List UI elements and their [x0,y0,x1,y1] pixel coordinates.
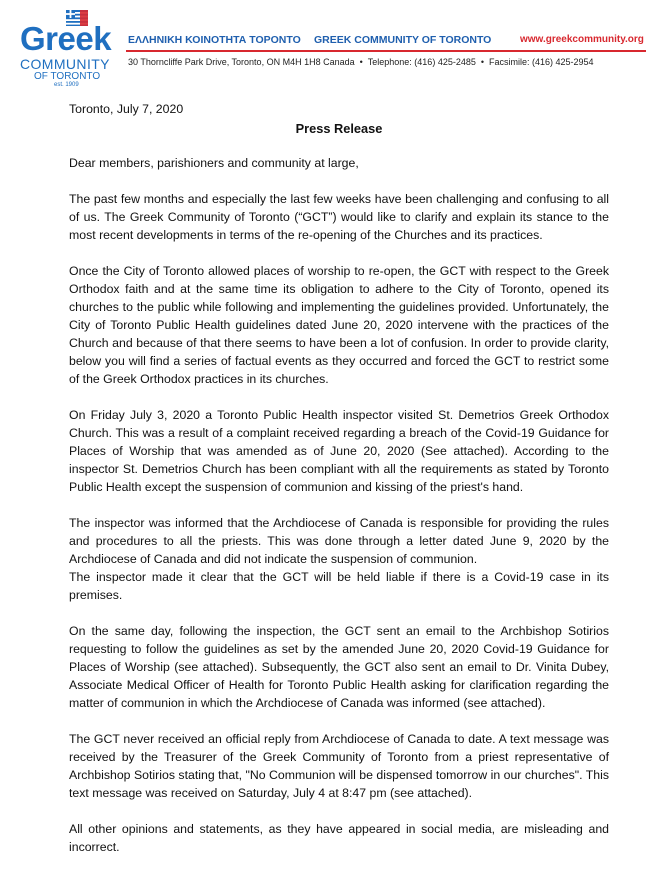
website-link[interactable]: www.greekcommunity.org [520,34,644,45]
organization-logo [14,6,114,90]
logo-word-of-toronto: OF TORONTO [34,71,101,82]
organization-name-english: GREEK COMMUNITY OF TORONTO [314,34,492,46]
paragraph: The inspector was informed that the Archdiocese of Canada is responsible for providing the rules and procedures to all the priests. This was done through a letter dated June 9, 2020 by the Archdiocese of Canada and did not indicate the suspension of communion. [69,516,609,566]
address: 30 Thorncliffe Park Drive, Toronto, ON M4H 1H8 Canada [128,57,355,67]
logo-word-greek: Greek [20,20,112,57]
document-title: Press Release [295,121,383,136]
header-divider [126,50,646,52]
bullet-separator: • [359,57,363,67]
letterhead [0,0,663,92]
logo-word-community: COMMUNITY [20,56,110,72]
organization-name-greek: ΕΛΛΗΝΙΚΗ ΚΟΙΝΟΤΗΤΑ ΤΟΡΟΝΤΟ [128,34,301,46]
contact-line [128,57,594,67]
paragraph: On Friday July 3, 2020 a Toronto Public Health inspector visited St. Demetrios Greek Orthodox Church. This was a result of a complaint received regarding a breach of the Covid-19 Guidance for Places of Worship that was amended as of June 20, 2020 (See attached). According to the inspector St. Demetrios Church has been compliant with all the requirements as stated by Toronto Public Health except the suspension of communion and kissing of the priest's hand. [69,408,609,494]
paragraph: The past few months and especially the last few weeks have been challenging and confusing to all of us. The Greek Community of Toronto (“GCT”) would like to clarify and explain its stance to the most recent developments in terms of the re-opening of the Churches and its practices. [69,192,609,242]
salutation: Dear members, parishioners and community at large, [69,156,359,170]
telephone: Telephone: (416) 425-2485 [367,57,476,67]
press-release-body [69,100,609,874]
facsimile: Facsimile: (416) 425-2954 [489,57,594,67]
paragraph: Once the City of Toronto allowed places of worship to re-open, the GCT with respect to the Greek Orthodox faith and at the same time its obligation to adhere to the City of Toronto, opened its churches to the public while following and implementing the guidelines provided. Unfortunately, the City of Toronto Public Health guidelines dated June 20, 2020 intervene with the practices of the Church and because of that there seems to have been a lot of confusion. In order to provide clarity, below you will find a series of factual events as they occurred and forced the GCT to restrict some of the Greek Orthodox practices in its churches. [69,264,609,386]
bullet-separator: • [480,57,485,67]
paragraph: On the same day, following the inspection, the GCT sent an email to the Archbishop Sotirios requesting to follow the guidelines as set by the amended June 20, 2020 Covid-19 Guidance for Places of Worship (see attached). Subsequently, the GCT also sent an email to Dr. Vinita Dubey, Associate Medical Officer of Health for Toronto Public Health asking for clarification regarding the matter of communion in which the Archdiocese of Canada was informed (see attached). [69,624,609,710]
document-date: Toronto, July 7, 2020 [69,102,184,116]
paragraph: All other opinions and statements, as they have appeared in social media, are misleading and incorrect. [69,822,609,854]
paragraph: The GCT never received an official reply from Archdiocese of Canada to date. A text message was received by the Treasurer of the Greek Community of Toronto from a priest representative of Archbishop Sotirios stating that, "No Communion will be dispensed tomorrow in our churches". This text message was received on Saturday, July 4 at 8:47 pm (see attached). [69,732,609,800]
paragraph: The inspector made it clear that the GCT will be held liable if there is a Covid-19 case in its premises. [69,570,609,602]
logo-established: est. 1909 [54,82,79,88]
